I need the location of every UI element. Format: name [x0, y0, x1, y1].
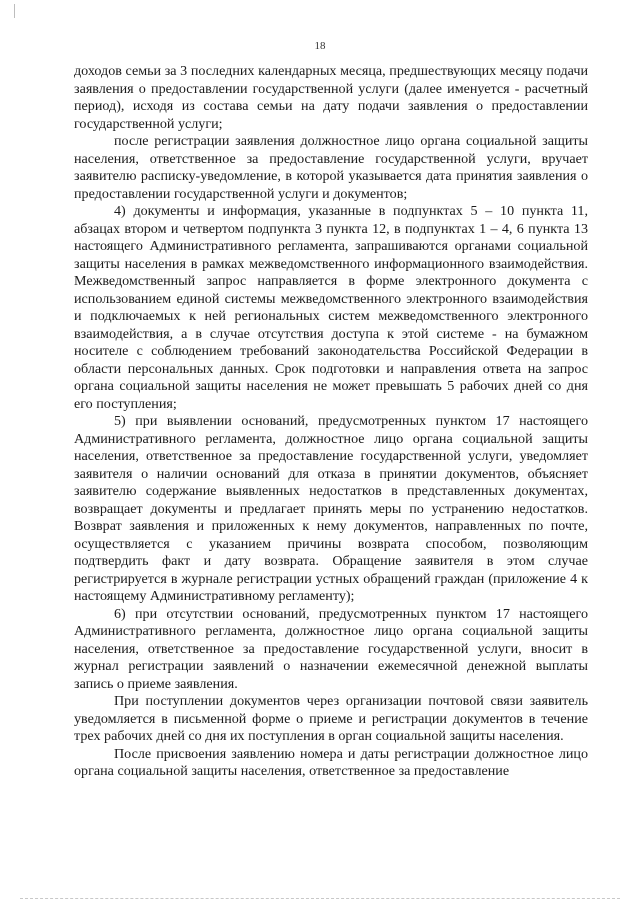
paragraph-6: При поступлении документов через организации почтовой связи заявитель уведомляется в письменной форме о приеме и регистрации документов в течение трех рабочих дней со дня их поступления в орган социальной защиты населения.: [74, 693, 588, 744]
paragraph-2: после регистрации заявления должностное лицо органа социальной защиты населения, ответственное за предоставление государственной услуги, вручает заявителю расписку-уведомление, в которой указывается дата принятия заявления о предоставлении государственной услуги и документов;: [74, 133, 588, 202]
paragraph-3: 4) документы и информация, указанные в подпунктах 5 – 10 пункта 11, абзацах втором и четвертом подпункта 3 пункта 12, в подпунктах 1 – 4, 6 пункта 13 настоящего Административного регламента, запрашиваются органами социальной защиты населения в рамках межведомственного информационного взаимодействия. Межведомственный запрос направляется в форме электронного документа с использованием единой системы межведомственного электронного взаимодействия и подключаемых к ней региональных систем межведомственного электронного взаимодействия, а в случае отсутствия доступа к этой системе - на бумажном носителе с соблюдением требований законодательства Российской Федерации в области персональных данных. Срок подготовки и направления ответа на запрос органа социальной защиты населения не может превышать 5 рабочих дней со дня его поступления;: [74, 203, 588, 412]
document-body: [74, 63, 588, 781]
scan-bottom-edge: [20, 898, 620, 899]
scan-edge-mark: [14, 4, 15, 18]
paragraph-1: доходов семьи за 3 последних календарных месяца, предшествующих месяцу подачи заявления о предоставлении государственной услуги (далее именуется - расчетный период), исходя из состава семьи на дату подачи заявления о предоставлении государственной услуги;: [74, 63, 588, 132]
paragraph-4: 5) при выявлении оснований, предусмотренных пунктом 17 настоящего Административного регламента, должностное лицо органа социальной защиты населения, ответственное за предоставление государственной услуги, уведомляет заявителя о наличии оснований для отказа в принятии документов, объясняет заявителю содержание выявленных недостатков в представленных документах, возвращает документы и предлагает принять меры по устранению недостатков. Возврат заявления и приложенных к нему документов, направленных по почте, осуществляется с указанием причины возврата способом, позволяющим подтвердить факт и дату возврата. Обращение заявителя в этом случае регистрируется в журнале регистрации устных обращений граждан (приложение 4 к настоящему Административному регламенту);: [74, 413, 588, 604]
paragraph-5: 6) при отсутствии оснований, предусмотренных пунктом 17 настоящего Административного регламента, должностное лицо органа социальной защиты населения, ответственное за предоставление государственной услуги, вносит в журнал регистрации заявлений о назначении ежемесячной денежной выплаты запись о приеме заявления.: [74, 605, 588, 692]
page-number: 18: [314, 40, 326, 52]
paragraph-7: После присвоения заявлению номера и даты регистрации должностное лицо органа социальной защиты населения, ответственное за предоставление: [74, 745, 588, 779]
